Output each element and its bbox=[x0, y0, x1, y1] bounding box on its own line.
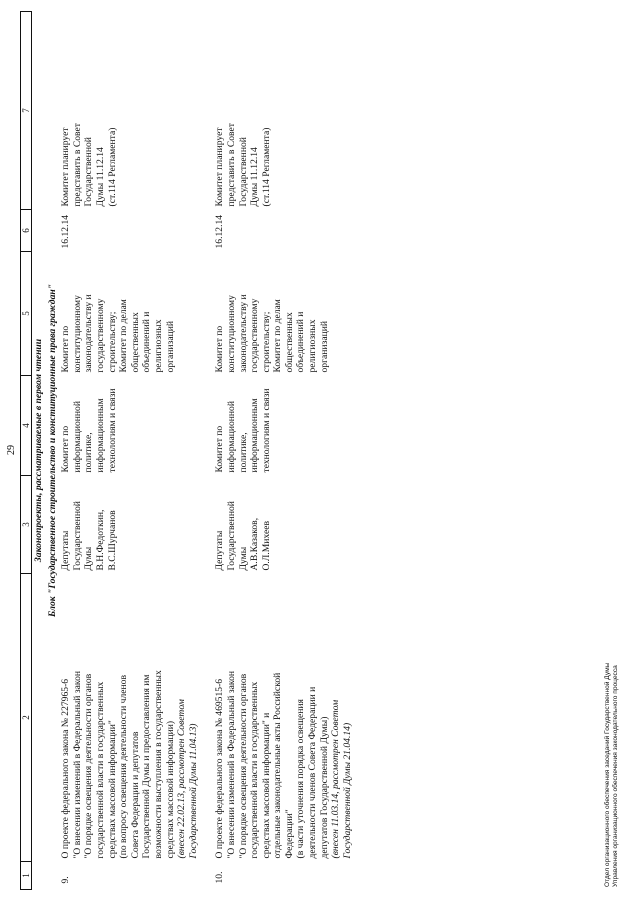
review-date: 16.12.14 bbox=[214, 214, 226, 249]
text-line: государственной власти в государственных bbox=[94, 681, 106, 859]
text-line: (по вопросу освещения деятельности членов bbox=[118, 675, 130, 859]
co-executor-committees bbox=[59, 252, 213, 376]
text-line: строительству; bbox=[106, 311, 118, 373]
text-line: возможности выступления в государственных bbox=[152, 670, 164, 859]
text-line: Отдел организационного обеспечения заседаний Государственной Думы bbox=[604, 662, 611, 887]
text-line: политике, bbox=[237, 432, 249, 473]
text-line: Государственной bbox=[237, 137, 249, 207]
column-number: 4 bbox=[21, 376, 32, 476]
text-line: Комитет планирует bbox=[60, 127, 72, 207]
text-line: информационной bbox=[225, 401, 237, 473]
text-line: объединений и bbox=[295, 311, 307, 373]
text-line: Федерации" bbox=[283, 809, 295, 859]
text-line: информационной bbox=[71, 401, 83, 473]
text-line: организаций bbox=[318, 320, 330, 373]
text-line: Комитет по bbox=[214, 425, 226, 473]
text-line: Комитет по bbox=[60, 325, 72, 373]
text-line: конституционному bbox=[71, 295, 83, 373]
bill-note bbox=[176, 577, 199, 859]
text-line: информационным bbox=[94, 398, 106, 473]
text-line: Управления организационного обеспечения законодательного процесса bbox=[612, 665, 619, 887]
bill-authors bbox=[59, 476, 213, 574]
text-line: отдельные законодательные акты Российской bbox=[272, 672, 284, 859]
text-line: законодательству и bbox=[83, 294, 95, 373]
column-number: 1 bbox=[21, 862, 32, 890]
text-line: (внесен 11.03.14, рассмотрен Советом bbox=[330, 699, 342, 859]
text-line: представить в Совет bbox=[71, 123, 83, 207]
text-line: информационным bbox=[249, 398, 261, 473]
text-line: средствах массовой информации" и bbox=[260, 712, 272, 859]
text-line: политике, bbox=[83, 432, 95, 473]
text-line: А.В.Казаков, bbox=[249, 517, 261, 571]
text-line: О.Л.Михеев bbox=[260, 520, 272, 571]
text-line: Думы bbox=[83, 546, 95, 571]
block-title: Блок "Государственное строительство и конституционные права граждан" bbox=[46, 283, 58, 618]
text-line: технологиям и связи bbox=[106, 388, 118, 473]
item-number: 10. bbox=[214, 871, 226, 884]
text-line: общественных bbox=[283, 312, 295, 373]
responsible-committee bbox=[59, 376, 213, 476]
text-line: деятельности членов Совета Федерации и bbox=[307, 686, 319, 859]
column-number: 7 bbox=[21, 12, 32, 210]
text-line: Думы 11.12.14 bbox=[94, 147, 106, 207]
column-number: 3 bbox=[21, 476, 32, 574]
text-line: Думы bbox=[237, 546, 249, 571]
footer-note bbox=[604, 663, 620, 887]
text-line: строительству; bbox=[260, 311, 272, 373]
bill-authors bbox=[213, 476, 367, 574]
text-line: Комитет по bbox=[214, 325, 226, 373]
text-line: Государственной Думы 11.04.13) bbox=[187, 723, 199, 859]
text-line: Государственной Думы и предоставления им bbox=[141, 674, 153, 859]
text-line: Государственной Думы 21.04.14) bbox=[341, 722, 353, 859]
text-line: (ст.114 Регламента) bbox=[106, 127, 118, 207]
text-line: представить в Совет bbox=[225, 123, 237, 207]
column-number-row bbox=[21, 12, 32, 890]
agenda-table bbox=[20, 11, 367, 890]
text-line: религиозных bbox=[307, 319, 319, 373]
table-row bbox=[213, 12, 367, 890]
text-line: Совета Федерации и депутатов bbox=[129, 731, 141, 859]
section-title: Законопроекты, рассматриваемые в первом чтении bbox=[33, 338, 44, 563]
text-line: Комитет планирует bbox=[214, 127, 226, 207]
plan-note bbox=[59, 12, 213, 210]
bill-title bbox=[213, 574, 367, 862]
item-number: 9. bbox=[60, 876, 72, 884]
text-line: Депутаты bbox=[60, 530, 72, 571]
bill-note bbox=[330, 577, 353, 859]
text-line: "О внесении изменений в Федеральный закон bbox=[71, 671, 83, 859]
text-line: "О внесении изменений в Федеральный закон bbox=[225, 671, 237, 859]
column-number: 5 bbox=[21, 252, 32, 376]
text-line: государственному bbox=[249, 298, 261, 373]
review-date: 16.12.14 bbox=[60, 214, 72, 249]
text-line: депутатов Государственной Думы) bbox=[318, 716, 330, 859]
responsible-committee bbox=[213, 376, 367, 476]
text-line: Государственной bbox=[83, 137, 95, 207]
page-number: 29 bbox=[6, 445, 17, 455]
text-line: общественных bbox=[129, 312, 141, 373]
text-line: О проекте федерального закона № 469515-6 bbox=[214, 678, 226, 859]
text-line: технологиям и связи bbox=[260, 388, 272, 473]
text-line: государственной власти в государственных bbox=[249, 681, 261, 859]
text-line: Государственной bbox=[71, 501, 83, 571]
text-line: В.Н.Федоткин, bbox=[94, 509, 106, 571]
text-line: объединений и bbox=[141, 311, 153, 373]
co-executor-committees bbox=[213, 252, 367, 376]
text-line: "О порядке освещения деятельности органов bbox=[83, 673, 95, 859]
text-line: (внесен 22.02.13, рассмотрен Советом bbox=[176, 699, 188, 859]
column-number: 6 bbox=[21, 210, 32, 252]
text-line: О проекте федерального закона № 227965-6 bbox=[60, 678, 72, 859]
text-line: (ст.114 Регламента) bbox=[260, 127, 272, 207]
text-line: государственному bbox=[94, 298, 106, 373]
text-line: Государственной bbox=[225, 501, 237, 571]
text-line: законодательству и bbox=[237, 294, 249, 373]
text-line: организаций bbox=[164, 320, 176, 373]
text-line: Депутаты bbox=[214, 530, 226, 571]
text-line: Комитет по делам bbox=[272, 299, 284, 373]
text-line: Комитет по делам bbox=[118, 299, 130, 373]
text-line: религиозных bbox=[152, 319, 164, 373]
bill-title bbox=[59, 574, 213, 862]
text-line: (в части уточнения порядка освещения bbox=[295, 699, 307, 859]
text-line: конституционному bbox=[225, 295, 237, 373]
text-line: "О порядке освещения деятельности органов bbox=[237, 673, 249, 859]
text-line: Думы 11.12.14 bbox=[249, 147, 261, 207]
column-number: 2 bbox=[21, 574, 32, 862]
text-line: средствах массовой информации) bbox=[164, 720, 176, 859]
table-row bbox=[59, 12, 213, 890]
text-line: В.С.Шурчанов bbox=[106, 510, 118, 571]
text-line: Комитет по bbox=[60, 425, 72, 473]
plan-note bbox=[213, 12, 367, 210]
text-line: средствах массовой информации" bbox=[106, 720, 118, 859]
